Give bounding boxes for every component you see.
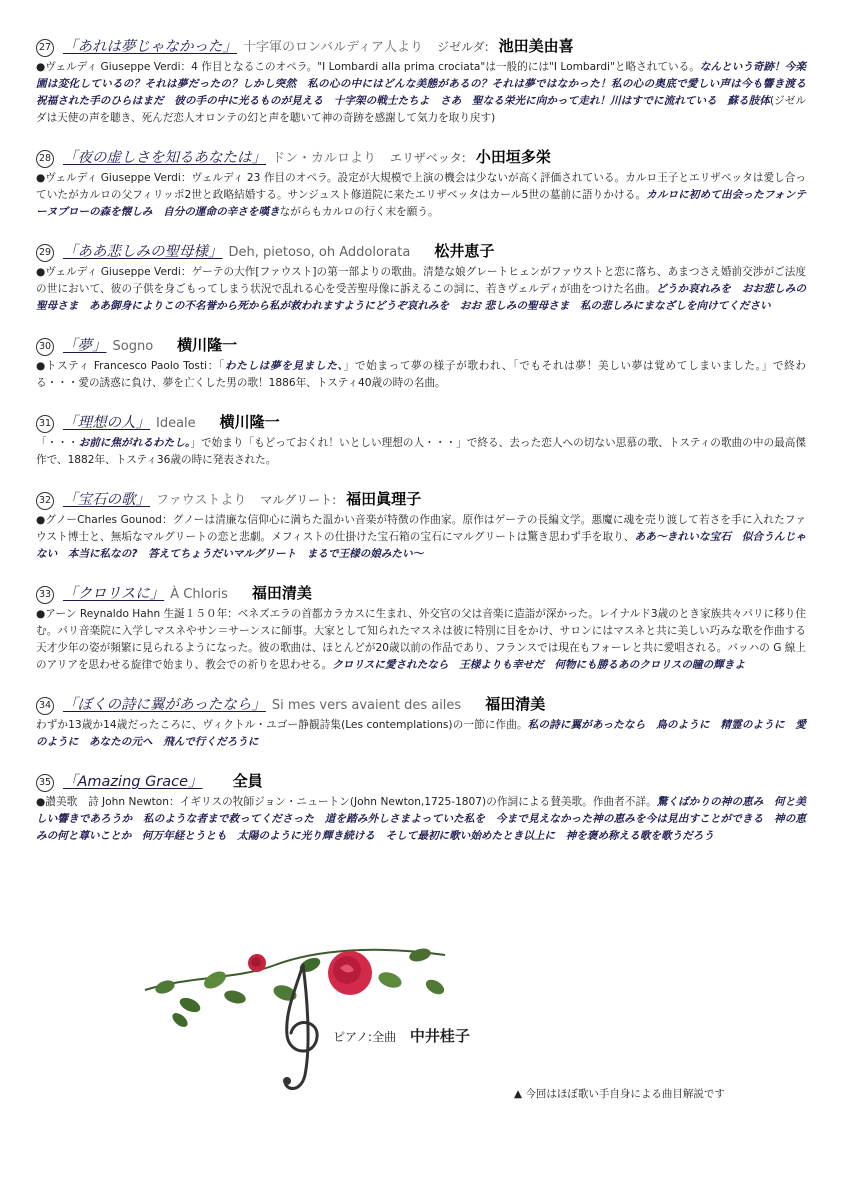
description-text: ●讃美歌 詩 John Newton：イギリスの牧師ジョン・ニュートン(John Newton,1725-1807)の作詞による賛美歌。作曲者不詳。 <box>36 796 657 808</box>
singer-name: 松井恵子 <box>434 242 495 260</box>
role-label: マルグリート: <box>260 493 337 507</box>
singer-name: 福田清美 <box>251 584 312 602</box>
entry-title-line <box>36 694 806 716</box>
entry-description <box>36 794 806 845</box>
singer-name: 全員 <box>232 772 263 790</box>
piano-credit <box>333 1025 470 1046</box>
song-title: 「夢」 <box>63 338 107 354</box>
song-title: 「夜の虚しさを知るあなたは」 <box>63 150 266 166</box>
description-text: ●アーン Reynaldo Hahn 生誕１５０年：ベネズエラの首都カラカスに生まれ、外交官の父は音楽に造詣が深かった。レイナルド3歳のとき家族共々パリに移り住む。パリ音楽院に入学しマスネやサン＝サーンスに師事。大家として知られたマスネは彼に特別に目をかけ、サロンにはマスネと共に美しい巧みな歌を作曲する天才少年の姿が頻繁に見られるようになった。彼の歌曲は、ほとんどが20歳以前の作品であり、フランスでは現在もフォーレと共に愛唱される。バッハの G 線上のアリアを思わせる旋律で始まり、教会での祈りを思わせる。 <box>36 608 806 671</box>
song-source: À Chloris <box>170 587 228 602</box>
singer-name: 横川隆一 <box>219 413 280 431</box>
entry-title-line <box>36 241 806 263</box>
song-title: 「ああ悲しみの聖母様」 <box>63 244 223 260</box>
triangle-icon: ▲ <box>514 1088 523 1100</box>
lyric-text: わたしは夢を見ました、 <box>224 360 344 372</box>
description-text: わずか13歳か14歳だったころに、ヴィクトル・ユゴー静観詩集(Les contemplations)の一節に作曲。 <box>36 719 528 731</box>
pianist-name: 中井桂子 <box>409 1027 470 1045</box>
description-tail: ながらもカルロの行く末を願う。 <box>279 206 439 218</box>
program-entry <box>36 694 806 751</box>
entry-number: 34 <box>36 697 54 715</box>
song-title: 「あれは夢じゃなかった」 <box>63 39 237 55</box>
song-source: Sogno <box>112 339 154 354</box>
entry-number: 32 <box>36 492 54 510</box>
lyric-text: なんという奇跡！今楽園は変化しているの？それは夢だったの？しかし突然 私の心の中にはどんな美態があるの？それは夢ではなかった！私の心の奥底で愛しい声は今も響き渡る 祝福された手のひらはまだ 彼の手の中に光るものが見える 十字架の戦士たちよ さあ 聖なる栄光に向かって走れ！川はすでに流れている 蘇る肢体 <box>36 61 817 107</box>
song-source: Si mes vers avaient des ailes <box>271 698 462 713</box>
entry-number: 31 <box>36 415 54 433</box>
song-title: 「クロリスに」 <box>63 586 165 602</box>
lyric-text: 驚くばかりの神の恵み 何と美しい響きであろうか 私のような者まで救ってくださった 道を踏み外しさまよっていた私を 今まで見えなかった神の恵みを今は見出すことができる 神の恵みの何と尊いことか 何万年経とうとも 太陽のように光り輝き続ける そして最初に歌い始めたとき以上に 神を褒め称える歌を歌うだろう <box>36 796 807 842</box>
song-source: 十字軍のロンバルディア人より <box>243 40 424 55</box>
song-source: ドン・カルロより <box>272 151 377 166</box>
description-tail: (ジゼルダは天使の声を聴き、死んだ恋人オロンテの幻と声を聴いて神の奇跡を感謝して気力を取り戻す) <box>36 95 807 124</box>
description-text: ●グノーCharles Gounod：グノーは清廉な信仰心に満ちた温かい音楽が特徴の作曲家。原作はゲーテの長編文学。悪魔に魂を売り渡して若さを手に入れたファウスト博士と、無垢なマルグリートの恋と悲劇。メフィストの仕掛けた宝石箱の宝石にマルグリートは驚き思わず手を取り、 <box>36 514 806 543</box>
entry-number: 28 <box>36 150 54 168</box>
entry-title-line <box>36 147 806 169</box>
entry-description <box>36 435 806 469</box>
program-entry <box>36 771 806 845</box>
program-entry <box>36 241 806 315</box>
program-entry <box>36 412 806 469</box>
entry-description <box>36 358 806 392</box>
lyric-text: 私の詩に翼があったなら 鳥のように 精霊のように 愛のように あなたの元へ 飛んで行くだろうに <box>36 719 806 748</box>
footnote-text: 今回はほぼ歌い手自身による曲目解説です <box>525 1088 725 1100</box>
entry-number: 33 <box>36 586 54 604</box>
entry-number: 30 <box>36 338 54 356</box>
singer-name: 横川隆一 <box>177 336 238 354</box>
song-title: 「宝石の歌」 <box>63 492 150 508</box>
lyric-text: ああ～きれいな宝石 似合うんじゃない 本当に私なの? 答えてちょうだいマルグリート まるで王様の娘みたい～ <box>36 531 807 560</box>
description-tail: 」で始まって夢の様子が歌われ、「でもそれは夢！美しい夢は覚めてしまいました。」で終わる・・・愛の誘惑に負け、夢を亡くした男の歌！1886年、トスティ40歳の時の名曲。 <box>36 360 806 389</box>
entry-description <box>36 606 806 674</box>
entry-title-line <box>36 36 806 58</box>
entry-number: 29 <box>36 244 54 262</box>
entry-title-line <box>36 771 806 793</box>
role-label: エリザベッタ: <box>390 151 466 165</box>
description-text: 「・・・ <box>36 437 79 449</box>
entry-description <box>36 170 806 221</box>
rose-icon <box>248 951 372 995</box>
song-source: Ideale <box>156 416 196 431</box>
singer-name: 池田美由喜 <box>498 37 574 55</box>
program-entry <box>36 36 817 127</box>
rose-treble-clef-illustration <box>135 935 455 1100</box>
description-tail: 」で始まり「もどっておくれ！いとしい理想の人・・・」で終る、去った恋人への切ない思慕の歌、トスティの歌曲の中の最高傑作で、1882年、トスティ36歳の時に発表された。 <box>36 437 807 466</box>
entry-title-line <box>36 583 806 605</box>
program-notes <box>36 36 817 865</box>
singer-name: 福田清美 <box>485 695 546 713</box>
entry-description <box>36 59 817 127</box>
piano-label: ピアノ:全曲 <box>333 1030 397 1044</box>
program-entry <box>36 583 806 674</box>
role-label: ジゼルダ: <box>437 40 489 54</box>
entry-title-line <box>36 335 806 357</box>
entry-description <box>36 717 806 751</box>
lyric-text: クロリスに愛されたなら 王様よりも幸せだ 何物にも勝るあのクロリスの瞳の輝きよ <box>332 659 745 671</box>
entry-number: 27 <box>36 39 54 57</box>
description-text: ●ヴェルディ Giuseppe Verdi：4 作目となるこのオペラ。"I Lombardi alla prima crociata"は一般的には"I Lombardi"と略されている。 <box>36 61 700 73</box>
song-title: 「理想の人」 <box>63 415 150 431</box>
lyric-text: お前に焦がれるわたし。 <box>78 437 191 449</box>
program-entry <box>36 489 806 563</box>
footnote <box>514 1086 725 1101</box>
singer-name: 福田眞理子 <box>346 490 422 508</box>
lyric-text: カルロに初めて出会ったフォンテーヌブローの森を懐しみ 自分の運命の辛さを嘆き <box>36 189 806 218</box>
program-entry <box>36 147 806 221</box>
entry-description <box>36 264 806 315</box>
entry-number: 35 <box>36 774 54 792</box>
song-title: 「Amazing Grace」 <box>63 774 203 790</box>
entry-title-line <box>36 412 806 434</box>
entry-title-line <box>36 489 806 511</box>
description-text: ●トスティ Francesco Paolo Tosti：「 <box>36 360 225 372</box>
description-text: ●ヴェルディ Giuseppe Verdi：ヴェルディ 23 作目のオペラ。設定が大規模で上演の機会は少ないが高く評価されている。カルロ王子とエリザベッタは愛し合っていたがカルロの父フィリッポ2世と政略結婚する。サンジュスト修道院に来たエリザベッタはカール5世の墓前に語りかける。 <box>36 172 806 201</box>
song-title: 「ぼくの詩に翼があったなら」 <box>63 697 266 713</box>
entry-description <box>36 512 806 563</box>
singer-name: 小田垣多栄 <box>475 148 551 166</box>
program-entry <box>36 335 806 392</box>
treble-clef-icon <box>283 965 317 1089</box>
lyric-text: どうか哀れみを おお悲しみの聖母さま ああ御身によりこの不名誉から死から私が救われますようにどうぞ哀れみを おお 悲しみの聖母さま 私の悲しみにまなざしを向けてください <box>36 283 807 312</box>
song-source: ファウストより <box>156 493 247 508</box>
description-text: ●ヴェルディ Giuseppe Verdi：ゲーテの大作[ファウスト]の第一部よりの歌曲。清楚な娘グレートヒェンがファウストと恋に落ち、あまつさえ婚前交渉がご法度の世において、彼の子供を身ごもってしまう状況で乱れる心を受苦聖母像に訴えるこの詞に、若きヴェルディが曲をつけた名曲。 <box>36 266 806 295</box>
song-source: Deh, pietoso, oh Addolorata <box>228 245 411 260</box>
